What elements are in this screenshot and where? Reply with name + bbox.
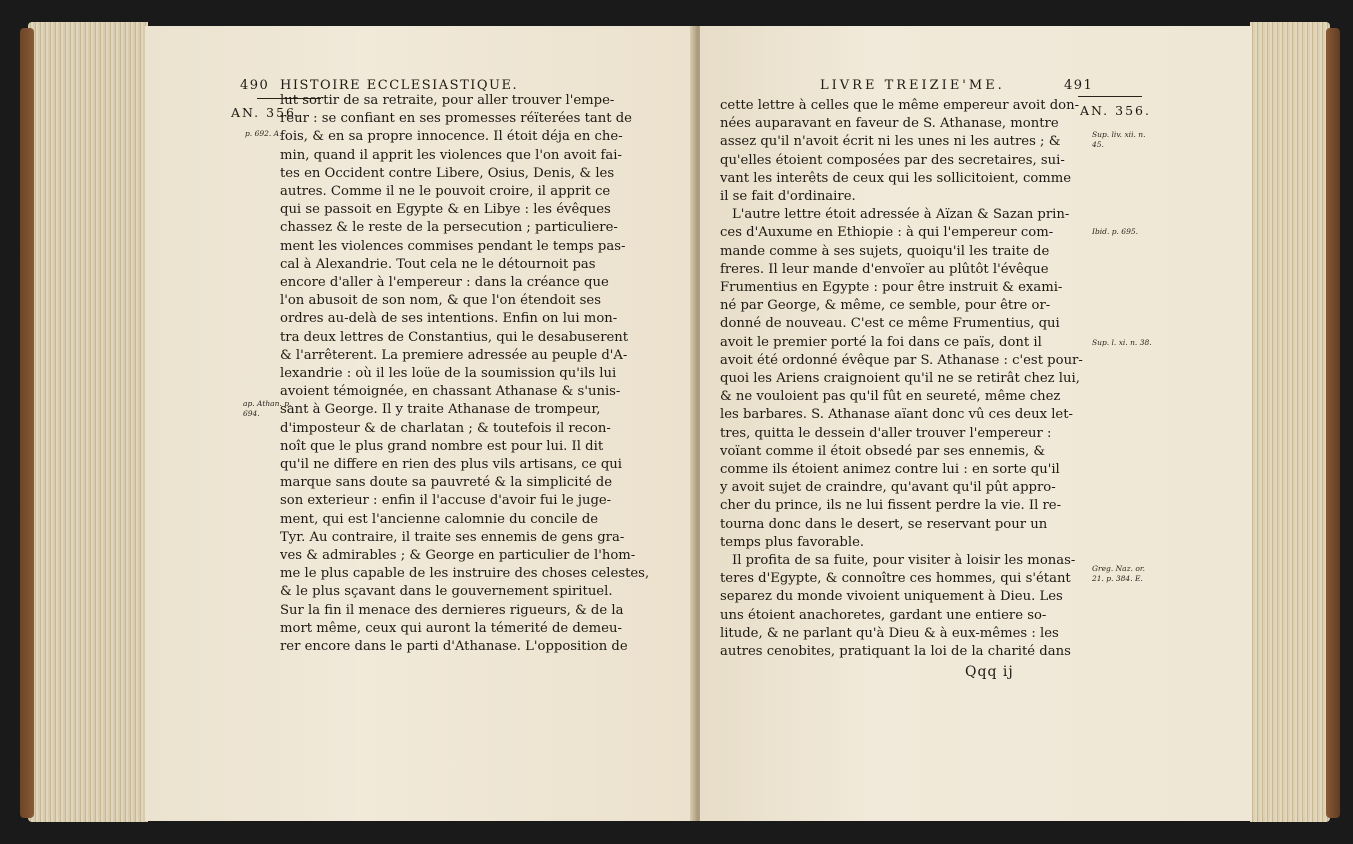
printer-signature: Qqq ij xyxy=(965,664,1014,680)
text-line: litude, & ne parlant qu'à Dieu & à eux-mêmes : les xyxy=(720,625,1059,641)
text-line: Tyr. Au contraire, il traite ses ennemis de gens gra- xyxy=(280,529,625,545)
text-line: noît que le plus grand nombre est pour lui. Il dit xyxy=(280,438,604,454)
text-line: separez du monde vivoient uniquement à Dieu. Les xyxy=(720,589,1063,605)
left-margin-note: ap. Athan. p. xyxy=(243,399,292,408)
left-page xyxy=(145,26,695,821)
text-line: son exterieur : enfin il l'accuse d'avoir fui le juge- xyxy=(280,493,612,509)
text-line: Sur la fin il menace des dernieres rigueurs, & de la xyxy=(280,602,624,618)
text-line: cal à Alexandrie. Tout cela ne le détournoit pas xyxy=(280,256,596,272)
text-line: L'autre lettre étoit adressée à Aïzan & Sazan prin- xyxy=(732,207,1070,223)
right-margin-note: Sup. l. xi. n. 38. xyxy=(1092,338,1152,347)
left-margin-note: p. 692. A. xyxy=(245,129,282,138)
text-line: nées auparavant en faveur de S. Athanase, montre xyxy=(720,116,1059,132)
right-year-label: AN. 356. xyxy=(1080,103,1151,118)
text-line: tes en Occident contre Libere, Osius, Denis, & les xyxy=(280,165,615,181)
text-line: voïant comme il étoit obsedé par ses ennemis, & xyxy=(720,443,1046,459)
left-running-title: HISTOIRE ECCLESIASTIQUE. xyxy=(280,78,519,93)
text-line: cette lettre à celles que le même empereur avoit don- xyxy=(720,98,1080,113)
text-line: ves & admirables ; & George en particulier de l'hom- xyxy=(280,548,636,564)
text-line: ment, qui est l'ancienne calomnie du concile de xyxy=(280,511,599,527)
right-margin-note: Ibid. p. 695. xyxy=(1092,227,1138,236)
text-line: ordres au-delà de ses intentions. Enfin on lui mon- xyxy=(280,311,618,327)
left-year-label: AN. 356. xyxy=(231,105,302,120)
right-page-number: 491 xyxy=(1064,78,1094,93)
text-line: l'on abusoit de son nom, & que l'on étendoit ses xyxy=(280,293,601,309)
text-line: tra deux lettres de Constantius, qui le desabuserent xyxy=(280,329,629,345)
right-margin-note: 45. xyxy=(1092,140,1104,149)
text-line: comme ils étoient animez contre lui : en sorte qu'il xyxy=(720,462,1060,478)
text-line: autres. Comme il ne le pouvoit croire, il apprit ce xyxy=(280,184,611,200)
text-line: & ne vouloient pas qu'il fût en seureté, même chez xyxy=(720,389,1061,405)
text-line: chassez & le reste de la persecution ; particuliere- xyxy=(280,220,618,236)
text-line: y avoit sujet de craindre, qu'avant qu'il pût appro- xyxy=(720,480,1056,496)
text-line: teres d'Egypte, & connoître ces hommes, qui s'étant xyxy=(720,571,1071,587)
text-line: né par George, & même, ce semble, pour être or- xyxy=(720,298,1051,314)
text-line: avoient témoignée, en chassant Athanase & s'unis- xyxy=(280,384,621,400)
text-line: les barbares. S. Athanase aïant donc vû ces deux let- xyxy=(720,407,1073,423)
right-page xyxy=(700,26,1252,821)
text-line: fois, & en sa propre innocence. Il étoit déja en che- xyxy=(280,129,623,145)
text-line: sant à George. Il y traite Athanase de trompeur, xyxy=(280,402,601,418)
text-line: mande comme à ses sujets, quoiqu'il les traite de xyxy=(720,243,1050,259)
text-line: tres, quitta le dessein d'aller trouver l'empereur : xyxy=(720,425,1052,441)
text-line: donné de nouveau. C'est ce même Frumentius, qui xyxy=(720,316,1060,332)
text-line: & l'arrêterent. La premiere adressée au peuple d'A- xyxy=(280,347,628,363)
text-line: temps plus favorable. xyxy=(720,534,865,550)
text-line: uns étoient anachoretes, gardant une entiere so- xyxy=(720,607,1047,623)
text-line: lexandrie : où il les loüe de la soumission qu'ils lui xyxy=(280,366,617,382)
text-line: tourna donc dans le desert, se reservant pour un xyxy=(720,516,1048,532)
text-line: reur : se confiant en ses promesses réïterées tant de xyxy=(280,111,632,127)
text-line: quoi les Ariens craignoient qu'il ne se retirât chez lui, xyxy=(720,371,1080,387)
text-line: avoit le premier porté la foi dans ce païs, dont il xyxy=(720,334,1042,350)
text-line: d'imposteur & de charlatan ; & toutefois il recon- xyxy=(280,420,611,436)
text-line: min, quand il apprit les violences que l'on avoit fai- xyxy=(280,147,622,163)
text-line: marque sans doute sa pauvreté & la simplicité de xyxy=(280,475,613,491)
text-line: vant les interêts de ceux qui les sollicitoient, comme xyxy=(720,170,1072,186)
right-margin-note: Sup. liv. xii. n. xyxy=(1092,130,1146,139)
text-line: Il profita de sa fuite, pour visiter à loisir les monas- xyxy=(732,553,1076,569)
text-line: encore d'aller à l'empereur : dans la créance que xyxy=(280,275,609,291)
left-body-text xyxy=(280,92,685,656)
text-line: qu'il ne differe en rien des plus vils artisans, ce qui xyxy=(280,457,622,473)
right-year-rule xyxy=(1078,96,1142,97)
left-page-number: 490 xyxy=(240,78,270,93)
right-margin-note: Greg. Naz. or. xyxy=(1092,564,1145,573)
left-page-edges xyxy=(28,22,148,822)
text-line: lut sortir de sa retraite, pour aller trouver l'empe- xyxy=(280,93,615,108)
text-line: ces d'Auxume en Ethiopie : à qui l'empereur com- xyxy=(720,225,1054,241)
text-line: qui se passoit en Egypte & en Libye : les évêques xyxy=(280,202,611,218)
right-body-text xyxy=(720,97,1083,661)
text-line: avoit été ordonné évêque par S. Athanase : c'est pour- xyxy=(720,352,1083,368)
text-line: qu'elles étoient composées par des secretaires, sui- xyxy=(720,152,1065,168)
text-line: rer encore dans le parti d'Athanase. L'opposition de xyxy=(280,639,628,655)
text-line: me le plus capable de les instruire des choses celestes, xyxy=(280,566,650,582)
right-running-title: LIVRE TREIZIE'ME. xyxy=(820,78,1005,93)
text-line: autres cenobites, pratiquant la loi de la charité dans xyxy=(720,644,1071,660)
text-line: mort même, ceux qui auront la témerité de demeu- xyxy=(280,620,622,636)
right-margin-note: 21. p. 384. E. xyxy=(1092,574,1143,583)
text-line: Frumentius en Egypte : pour être instruit & exami- xyxy=(720,280,1063,296)
left-margin-note: 694. xyxy=(243,409,260,418)
text-line: ment les violences commises pendant le temps pas- xyxy=(280,238,626,254)
text-line: il se fait d'ordinaire. xyxy=(720,189,856,205)
right-page-edges xyxy=(1250,22,1330,822)
text-line: cher du prince, ils ne lui fissent perdre la vie. Il re- xyxy=(720,498,1062,514)
text-line: & le plus sçavant dans le gouvernement spirituel. xyxy=(280,584,613,600)
text-line: assez qu'il n'avoit écrit ni les unes ni les autres ; & xyxy=(720,134,1061,150)
text-line: freres. Il leur mande d'envoïer au plûtôt l'évêque xyxy=(720,261,1049,277)
